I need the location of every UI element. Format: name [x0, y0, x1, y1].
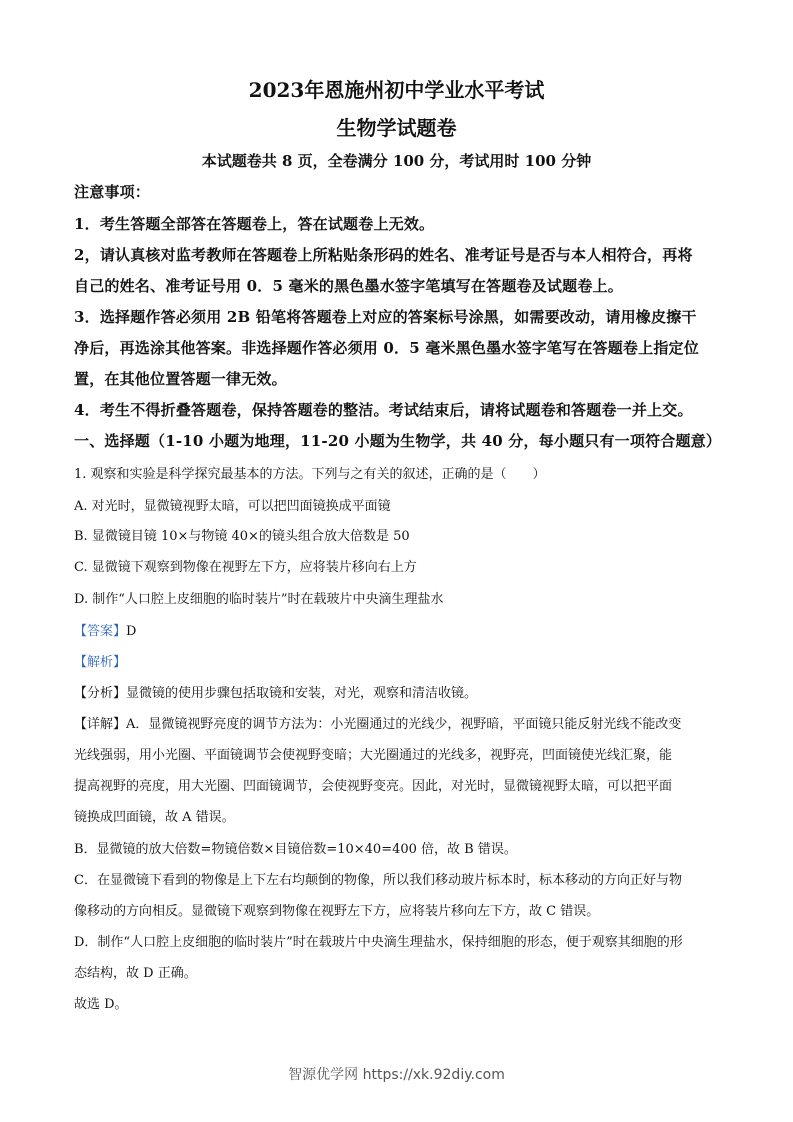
- analysis-line: [74, 682, 477, 701]
- detail-line: B．显微镜的放大倍数=物镜倍数×目镜倍数=10×40=400 倍，故 B 错误。: [74, 842, 517, 857]
- detail-line: 光线强弱，用小光圈、平面镜调节会使视野变暗；大光圈通过的光线多，视野亮，凹面镜使光线汇聚，能: [74, 748, 673, 763]
- notice-line: 4．考生不得折叠答题卷，保持答题卷的整洁。考试结束后，请将试题卷和答题卷一并上交。: [74, 401, 693, 419]
- detail-line: 提高视野的亮度，用大光圈、凹面镜调节，会使视野变亮。因此，对光时，显微镜视野太暗，可以把平面: [74, 779, 673, 794]
- notice-line: 3．选择题作答必须用 2B 铅笔将答题卷上对应的答案标号涂黑，如需要改动，请用橡皮擦干: [74, 308, 697, 326]
- section-heading: 一、选择题（1-10 小题为地理，11-20 小题为生物学，共 40 分，每小题只有一项符合题意）: [74, 432, 722, 450]
- detail-first: A．显微镜视野亮度的调节方法为：小光圈通过的光线少，视野暗，平面镜只能反射光线不能改变: [126, 717, 682, 732]
- answer-line: [74, 620, 136, 639]
- conclusion-line: 故选 D。: [74, 997, 128, 1012]
- option-d: D. 制作“人口腔上皮细胞的临时装片”时在载玻片中央滴生理盐水: [74, 592, 444, 607]
- detail-line: 像移动的方向相反。显微镜下观察到物像在视野左下方，应将装片移向左下方，故 C 错误。: [74, 904, 600, 919]
- answer-tag: 【答案】: [74, 624, 127, 639]
- notice-heading: 注意事项：: [74, 183, 151, 201]
- notice-line: 2，请认真核对监考教师在答题卷上所粘贴条形码的姓名、准考证号是否与本人相符合，再将: [74, 246, 693, 264]
- detail-tag: 【详解】: [74, 717, 127, 732]
- notice-line: 自己的姓名、准考证号用 0．5 毫米的黑色墨水签字笔填写在答题卷及试题卷上。: [74, 277, 623, 295]
- detail-line: 镜换成凹面镜，故 A 错误。: [74, 810, 235, 825]
- option-c: C. 显微镜下观察到物像在视野左下方，应将装片移向右上方: [74, 560, 417, 575]
- notice-line: 1．考生答题全部答在答题卷上，答在试题卷上无效。: [74, 215, 435, 233]
- explain-tag: 【解析】: [74, 655, 127, 670]
- option-b: B. 显微镜目镜 10×与物镜 40×的镜头组合放大倍数是 50: [74, 529, 410, 544]
- detail-line: 态结构，故 D 正确。: [74, 966, 197, 981]
- option-a: A. 对光时，显微镜视野太暗，可以把凹面镜换成平面镜: [74, 499, 391, 514]
- answer-value: D: [126, 624, 137, 639]
- paper-subtitle: 生物学试题卷: [336, 116, 457, 140]
- exam-info: 本试题卷共 8 页，全卷满分 100 分，考试用时 100 分钟: [201, 152, 592, 170]
- notice-line: 净后，再选涂其他答案。非选择题作答必须用 0．5 毫米黑色墨水签字笔写在答题卷上指定位: [74, 339, 699, 357]
- footer-watermark: 智源优学网 https://xk.92diy.com: [288, 1067, 505, 1083]
- exam-title: 2023年恩施州初中学业水平考试: [248, 78, 545, 102]
- detail-line: C．在显微镜下看到的物像是上下左右均颠倒的物像，所以我们移动玻片标本时，标本移动的方向正好与物: [74, 873, 682, 888]
- analysis-text: 显微镜的使用步骤包括取镜和安装，对光，观察和清洁收镜。: [126, 686, 478, 701]
- question-stem: 1. 观察和实验是科学探究最基本的方法。下列与之有关的叙述，正确的是（ ）: [74, 467, 546, 482]
- detail-line: D．制作“人口腔上皮细胞的临时装片”时在载玻片中央滴生理盐水，保持细胞的形态，便于观察其细胞的形: [74, 935, 683, 950]
- analysis-tag: 【分析】: [74, 686, 127, 701]
- detail-line: [74, 713, 681, 732]
- notice-line: 置，在其他位置答题一律无效。: [74, 370, 287, 388]
